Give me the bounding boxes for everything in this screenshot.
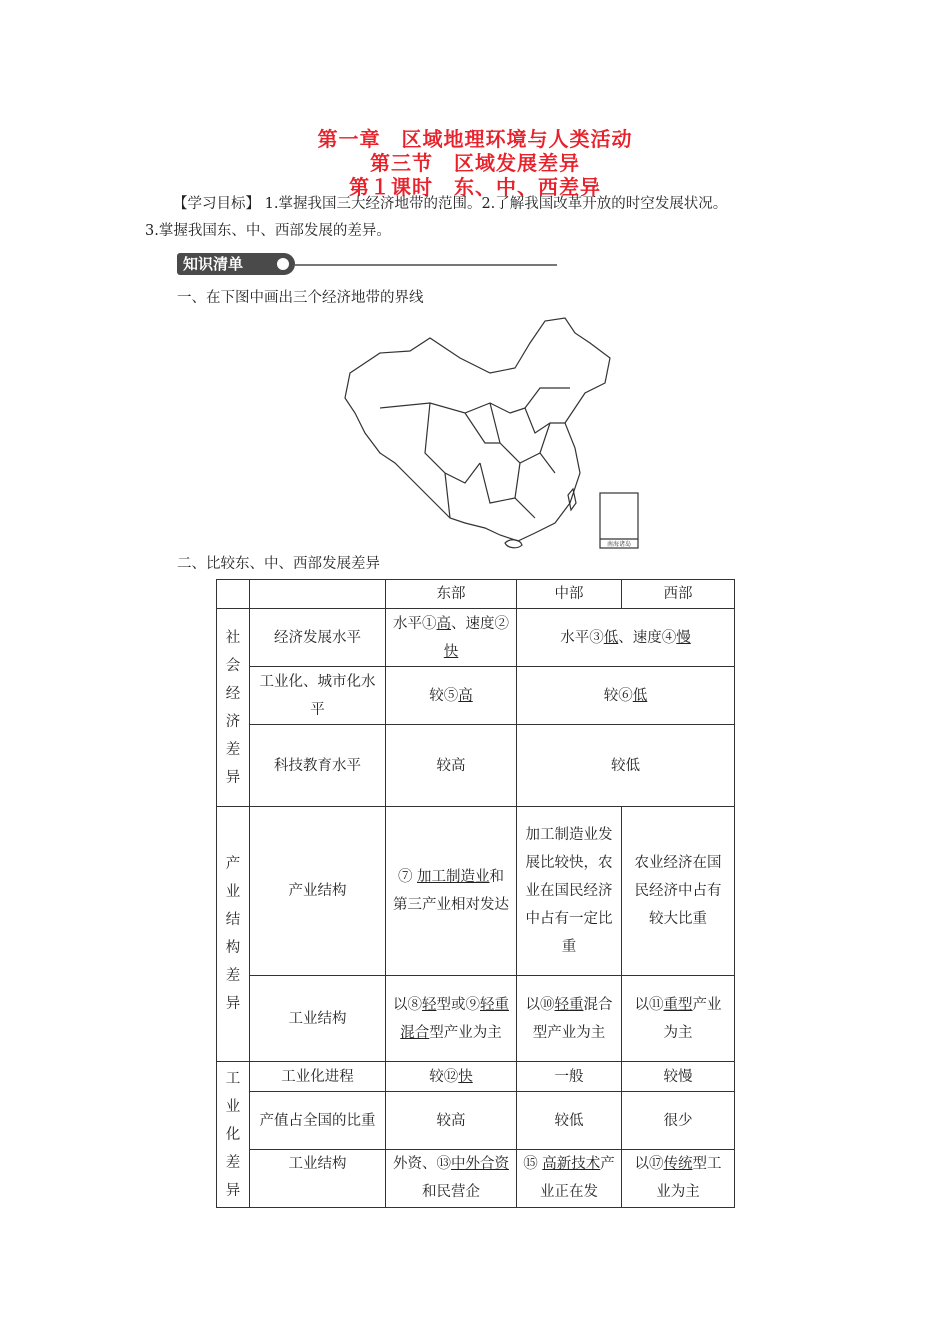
- china-map-outline: [340, 313, 640, 551]
- cell-process-central: 一般: [517, 1062, 622, 1092]
- table-row: [217, 1150, 735, 1208]
- cell-indstruct2-east: 外资、⑬中外合资和民营企: [386, 1150, 517, 1208]
- row-label-indstruct2: 工业结构: [250, 1150, 386, 1208]
- table-row: [217, 1092, 735, 1150]
- cell-share-west: 很少: [622, 1092, 735, 1150]
- row-label-structure: 产业结构: [250, 807, 386, 976]
- cell-share-central: 较低: [517, 1092, 622, 1150]
- table-header-row: [217, 580, 735, 609]
- cell-indstruct2-central: ⑮ 高新技术产业正在发: [517, 1150, 622, 1208]
- table-row: [217, 976, 735, 1062]
- row-label-process: 工业化进程: [250, 1062, 386, 1092]
- table-row: [217, 667, 735, 725]
- part2-heading: 二、比较东、中、西部发展差异: [177, 556, 380, 572]
- badge-dot-icon: [277, 258, 289, 270]
- cell-urban-east: 较⑤高: [386, 667, 517, 725]
- group-industrialization-label: 工 业 化 差 异: [217, 1062, 250, 1208]
- chapter-title: 第一章 区域地理环境与人类活动: [317, 127, 633, 151]
- table-row: [217, 609, 735, 667]
- cell-structure-west: 农业经济在国民经济中占有较大比重: [622, 807, 735, 976]
- header-central: 中部: [517, 580, 622, 609]
- map-inset-label: 南海诸岛: [606, 541, 632, 548]
- cell-urban-central-west: 较⑥低: [517, 667, 735, 725]
- cell-process-west: 较慢: [622, 1062, 735, 1092]
- comparison-table: [216, 579, 735, 1208]
- knowledge-badge: [177, 253, 295, 275]
- group-industry-label: 产 业 结 构 差 异: [217, 807, 250, 1062]
- cell-indstruct-east: 以⑧轻型或⑨轻重混合型产业为主: [386, 976, 517, 1062]
- table-row: [217, 807, 735, 976]
- cell-share-east: 较高: [386, 1092, 517, 1150]
- header-east: 东部: [386, 580, 517, 609]
- header-west: 西部: [622, 580, 735, 609]
- cell-tech-central-west: 较低: [517, 725, 735, 807]
- cell-indstruct2-west: 以⑰传统型工业为主: [622, 1150, 735, 1208]
- lesson-title: 第１课时 东、中、西差异: [349, 175, 601, 199]
- cell-process-east: 较⑫快: [386, 1062, 517, 1092]
- group-social-label: 社 会 经 济 差 异: [217, 609, 250, 807]
- cell-structure-central: 加工制造业发展比较快，农业在国民经济中占有一定比重: [517, 807, 622, 976]
- cell-tech-east: 较高: [386, 725, 517, 807]
- row-label-tech: 科技教育水平: [250, 725, 386, 807]
- cell-econ-east: 水平①高、速度②快: [386, 609, 517, 667]
- badge-divider: [295, 264, 557, 266]
- cell-indstruct-central: 以⑩轻重混合型产业为主: [517, 976, 622, 1062]
- row-label-share: 产值占全国的比重: [250, 1092, 386, 1150]
- learning-goals-line1: 【学习目标】 1.掌握我国三大经济地带的范围。2.了解我国改革开放的时空发展状况。: [173, 196, 728, 212]
- row-label-indstruct: 工业结构: [250, 976, 386, 1062]
- knowledge-badge-label: 知识清单: [183, 255, 244, 273]
- table-row: [217, 725, 735, 807]
- cell-indstruct-west: 以⑪重型产业为主: [622, 976, 735, 1062]
- cell-structure-east: ⑦ 加工制造业和第三产业相对发达: [386, 807, 517, 976]
- row-label-econ: 经济发展水平: [250, 609, 386, 667]
- part1-heading: 一、在下图中画出三个经济地带的界线: [177, 290, 424, 306]
- row-label-urban: 工业化、城市化水平: [250, 667, 386, 725]
- section-title: 第三节 区域发展差异: [370, 151, 580, 175]
- table-row: [217, 1062, 735, 1092]
- learning-goals-line2: 3.掌握我国东、中、西部发展的差异。: [145, 223, 391, 239]
- cell-econ-central-west: 水平③低、速度④慢: [517, 609, 735, 667]
